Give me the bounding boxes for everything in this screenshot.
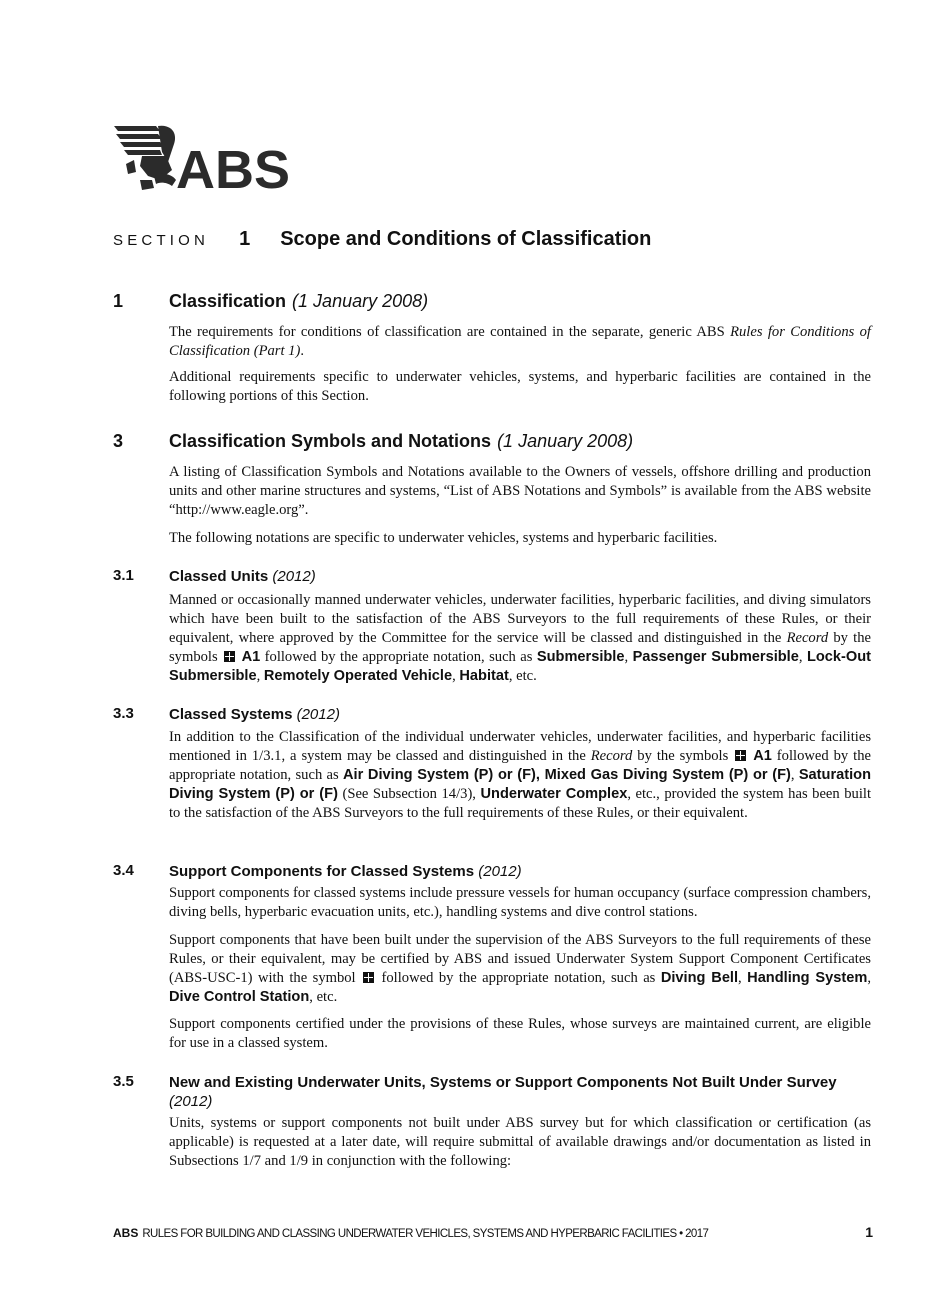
paragraph: Support components for classed systems include pressure vessels for human occupancy (surface compression chambers, diving bells, hyperbaric evacuation units, etc.), handling systems and dive control stations. [169, 885, 871, 920]
italic-reference: Rules for Conditions of Classification (Part 1) [169, 324, 871, 359]
heading-3-4-support-components [113, 862, 871, 881]
maltese-cross-icon [224, 651, 235, 662]
separator: , [738, 970, 748, 986]
notation: Saturation Diving System (P) or (F) [169, 767, 871, 802]
paragraph [169, 323, 871, 361]
notation: Dive Control Station [169, 989, 310, 1005]
section-heading [113, 228, 651, 251]
text: followed by the appropriate notation, such as [169, 748, 872, 783]
footer-title-line [113, 1226, 708, 1240]
notation-a1: A1 [241, 649, 261, 665]
italic-record: Record [590, 748, 633, 764]
notation: Lock-Out Submersible [169, 649, 871, 684]
text: , etc. [309, 989, 338, 1005]
text: followed by the appropriate notation, such as [260, 649, 537, 665]
section-title: Scope and Conditions of Classification [280, 228, 652, 250]
paragraph: Units, systems or support components not built under ABS survey but for which classification or certification (as applicable) is requested at a later date, will require submittal of available drawings and/or documentation as listed in Subsections 1/7 and 1/9 in conjunction with the following: [169, 1115, 871, 1169]
italic-record: Record [786, 630, 829, 646]
heading-title: Classed Systems [169, 706, 293, 723]
paragraph: A listing of Classification Symbols and Notations available to the Owners of vessels, offshore drilling and production units and other marine structures and systems, “List of ABS Notations and Symbols” is available from the ABS website “http://www.eagle.org”. [169, 464, 871, 518]
text: followed by the appropriate notation, such as [376, 970, 661, 986]
maltese-cross-icon [735, 750, 746, 761]
heading-date: (2012) [296, 706, 340, 723]
page-number: 1 [865, 1224, 873, 1240]
heading-date: (1 January 2008) [497, 431, 634, 451]
section-number: 1 [239, 228, 251, 250]
heading-number: 3.4 [113, 862, 134, 879]
heading-3-1-classed-units [113, 567, 871, 586]
heading-number: 3.5 [113, 1073, 134, 1090]
text: by the symbols [169, 630, 871, 665]
separator: , [452, 668, 460, 684]
heading-number: 3.1 [113, 567, 134, 584]
heading-3-symbols-notations [113, 431, 633, 452]
section-label: SECTION [113, 232, 210, 249]
heading-number: 3 [113, 431, 124, 451]
paragraph: The following notations are specific to underwater vehicles, systems and hyperbaric facilities. [169, 530, 718, 546]
heading-number: 1 [113, 291, 124, 311]
text: In addition to the Classification of the individual underwater vehicles, underwater facilities, and hyperbaric facilities mentioned in 1/3.1, a system may be classed and distinguished in the [169, 729, 871, 764]
text: Manned or occasionally manned underwater vehicles, underwater facilities, hyperbaric facilities, and diving simulators which have been built to the satisfaction of the ABS Surveyors to the full requirements of these Rules, or their equivalent, where approved by the Committee for the service will be classed and distinguished in the [169, 592, 871, 646]
notation: Air Diving System (P) or (F), Mixed Gas Diving System (P) or (F) [342, 767, 791, 783]
text: , etc. [508, 668, 537, 684]
paragraph: Support components certified under the provisions of these Rules, whose surveys are maintained current, are eligible for use in a classed system. [169, 1016, 871, 1051]
notation: Handling System [747, 970, 868, 986]
heading-date: (2012) [169, 1093, 213, 1110]
notation: Habitat [459, 668, 509, 684]
footer-title: RULES FOR BUILDING AND CLASSING UNDERWATER VEHICLES, SYSTEMS AND HYPERBARIC FACILITIES • 2017 [142, 1228, 709, 1240]
notation: Diving Bell [660, 970, 739, 986]
separator: , [256, 668, 264, 684]
text: Support components that have been built under the supervision of the ABS Surveyors to the full requirements of these Rules, or their equivalent, may be certified by ABS and issued Underwater System Support Component Certificates (ABS-USC-1) with the symbol [169, 932, 871, 986]
notation: Underwater Complex [480, 786, 628, 802]
heading-title: Classification Symbols and Notations [169, 431, 492, 451]
logo-text: ABS [176, 140, 291, 194]
notation: Remotely Operated Vehicle [263, 668, 453, 684]
heading-title: Support Components for Classed Systems [169, 863, 475, 880]
text: by the symbols [632, 748, 734, 764]
separator: , [867, 970, 872, 986]
heading-date: (2012) [478, 863, 522, 880]
heading-date: (2012) [272, 568, 316, 585]
notation: Submersible [536, 649, 625, 665]
heading-title: Classed Units [169, 568, 269, 585]
maltese-cross-icon [363, 972, 374, 983]
notation-a1: A1 [753, 748, 772, 764]
separator: , [624, 649, 633, 665]
text: (See Subsection 14/3), [337, 786, 481, 802]
heading-title: New and Existing Underwater Units, Systems or Support Components Not Built Under Survey [169, 1074, 837, 1091]
heading-number: 3.3 [113, 705, 134, 722]
heading-1-classification [113, 291, 428, 312]
footer-brand: ABS [113, 1226, 139, 1240]
separator: , [798, 649, 807, 665]
text: The requirements for conditions of classification are contained in the separate, generic ABS [169, 324, 731, 340]
heading-date: (1 January 2008) [292, 291, 429, 311]
text: . [300, 343, 304, 359]
heading-3-3-classed-systems [113, 705, 871, 724]
page-footer [113, 1224, 873, 1240]
text: , etc., provided the system has been built to the satisfaction of the ABS Surveyors to the full requirements of these Rules, or their equivalent. [169, 786, 871, 821]
abs-logo [112, 122, 304, 194]
paragraph [169, 931, 871, 1007]
notation: Passenger Submersible [632, 649, 799, 665]
heading-3-5-not-built-under-survey [113, 1073, 871, 1111]
paragraph [169, 591, 871, 686]
eagle-anchor-icon [112, 122, 304, 194]
paragraph: Additional requirements specific to underwater vehicles, systems, and hyperbaric facilities are contained in the following portions of this Section. [169, 369, 871, 404]
paragraph [169, 728, 871, 823]
heading-title: Classification [169, 291, 287, 311]
separator: , [790, 767, 799, 783]
